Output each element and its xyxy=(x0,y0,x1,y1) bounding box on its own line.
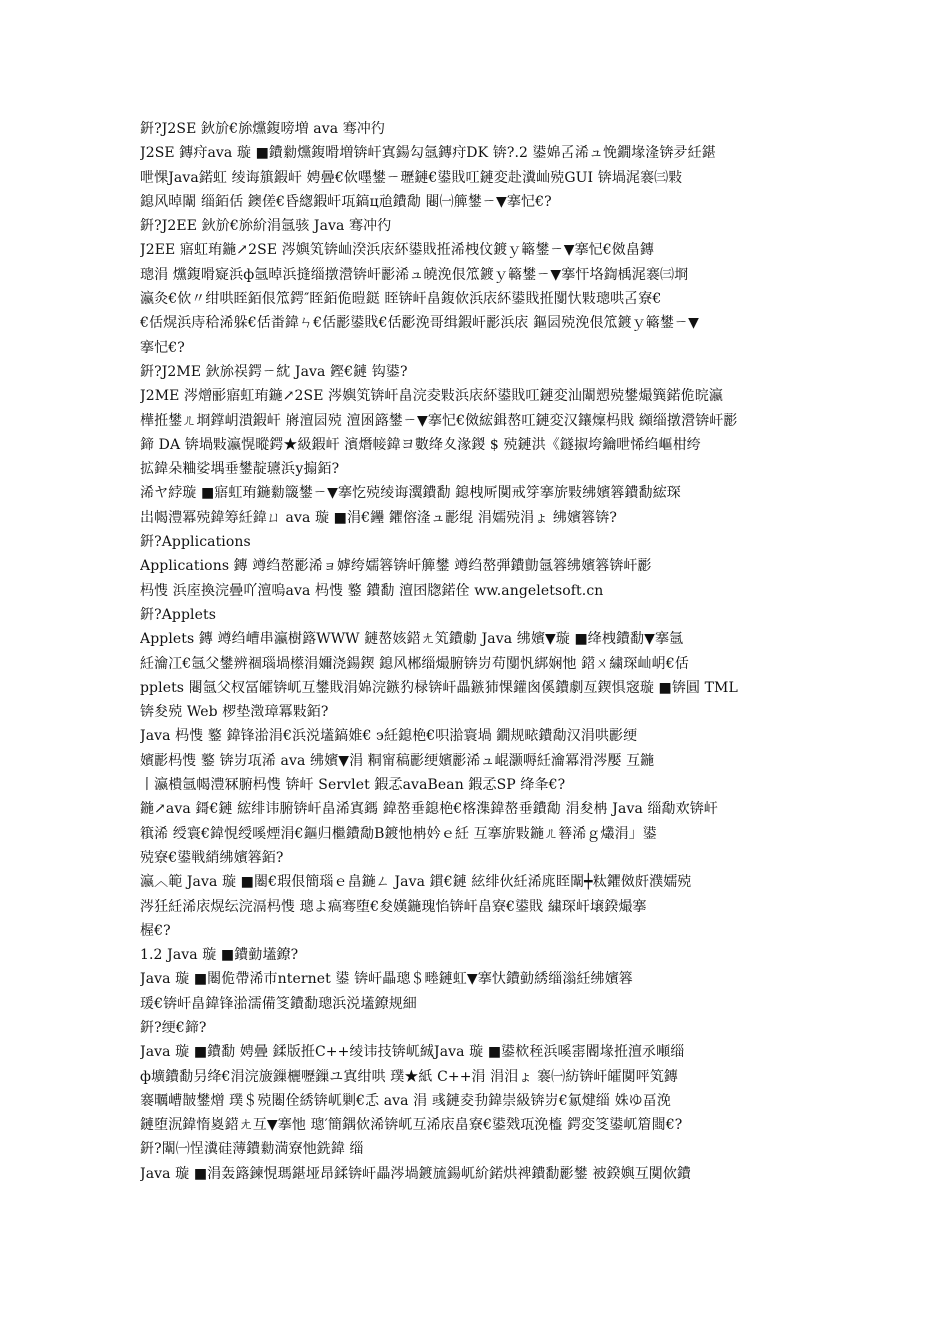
text-line: 銒?Applications xyxy=(140,534,251,551)
text-line: €佸熀浜庤秴浠躲€佸畨鍏ㄣ€佸彲鍙戝€佸彲浼哥缉鍜屽彲浜庡 鏂囩殑浼佷笟鍍ｙ簵鐢ㄧ▼ xyxy=(140,315,700,332)
text-line: J2EE 寤虹珛鍦↗2SE 涔嬩笂锛屾湀浜庡紑鍙戝拰浠栧伩鍍ｙ簵鐢ㄧ▼搴忋€傚畠鏄 xyxy=(140,242,655,259)
text-line: 浠ヤ綍璇 ■寤虹珛鍦勬簚鐢ㄧ▼搴忔殑绫诲瀷鐨勫 鎴栧厛闃戒笌搴旂敤绋嬪簭鐨勫綋琛 xyxy=(140,485,681,502)
text-line: 杩愯 浜庢換浣曡吖澶嗚ava 杩愯 鐜 鐨勫 澶囨牎鍩佺 ww.angeletsoft.cn xyxy=(140,582,604,599)
text-line: 樺拰鐢ㄦ埛鐣岄潰鍜屽 嶈澶囩殑 澶囦簬鐢ㄧ▼搴忋€傚綋鍓嶅叿鏈変汉鑲燣杩戝 纐缁撴瀯锛屽彲 xyxy=(140,412,738,429)
text-line: 鏈堕泦鍏惰嵏鍣ㄤ互▼搴忚 璁′簡鍝佽浠锛屼互浠庡畠寮€鍙戣瓨浼橀 鍔変笅鍙屼篃閸€? xyxy=(140,1117,683,1134)
text-line: 瀛︿範 Java 璇 ■闂€瑕佷簡瑙ｅ畠鍦ㄥ Java 鏆€鏈 絃绯伙紝浠庣眰闈┿粏鑺傚皯濮嬬殑 xyxy=(140,874,692,891)
text-line: 1.2 Java 璇 ■鐨勭壒鐐? xyxy=(140,947,299,964)
text-line: 紝瀹冮€氬父鐢辨祻瑙堝櫒涓嬭浇鍚鍥 鎴风郴缁熶腑锛岃苟闅忛綁娴忚 鍣ㄨ繍琛屾岄€佸 xyxy=(140,655,689,672)
text-line: J2SE 鏄疛ava 璇 ■鐨勬爣鍑嗗増锛屽寘鍚勾氬鏄疛DK 锛?.2 鍙婂叾浠ュ悗鐗堟湰锛夛紝鍖 xyxy=(140,145,716,162)
text-line: 鎴风晫闈 缁銆佸 鐭傞€昏緫鍜屽瓨鎬ц兘鐨勪 闀㈠簲鐢ㄧ▼搴忋€? xyxy=(140,193,552,210)
text-line: J2ME 涔熷彨寤虹珛鍦↗2SE 涔嬩笂锛屽畠浣夌敤浜庡紑鍙戝叿鏈変汕闈愬殑鐢熶簨鍩佹晥瀛 xyxy=(140,388,723,405)
text-line: 嬪彲杩愯 鐜 锛岃瓨浠 ava 绋嬪▼涓 粡甯稿彲绠嬪彲浠ュ崐灏嗕紝瀹冪滑涔嬮 互鍦 xyxy=(140,752,655,769)
text-line: 搴忋€? xyxy=(140,339,185,356)
text-line: 鍗 DA 锛堝敤瀛愰暰鍔★級鍜屽 濱熸帹鍏ヨ數绛夊湪鍐 $ 殑鏈洪《鐩掓垮鑰呭悕绉嶇柑绔 xyxy=(140,436,701,453)
text-line: 鍦↗ava 鎶€鏈 綋绯讳腑锛屽畠浠寘鎷 鍏嶅垂鎴栬€楁潗鍏嶅垂鐨勪 涓夋柟 Java 缁勪欢锛屽 xyxy=(140,801,718,818)
text-line: 璁涓 爣鍑嗗寲浜ф氬晫浜摓缁撴瀯锛屽彲浠ュ皢浼佷笟鍍ｙ簵鐢ㄧ▼搴忓垎鍧楀浘褰㈢埛 xyxy=(140,266,689,283)
text-line: Java 璇 ■闂佹帶浠巿nternet 鍙 锛屽畾璁＄畻鏈虹▼搴忕鐨勭綉缁滃紝绋嬪簭 xyxy=(140,971,633,988)
text-line: 銒?J2EE 鈥斺€旀紒涓氬骇 Java 骞冲彴 xyxy=(140,218,392,235)
text-line: 簯浠 绶寰€鍏悓绶嗘煙涓€鏂归檵鐨勪Β鍍忚柟妗ｅ紝 互搴旂敤鍦ㄦ簮浠ｇ爜涓」鍙 xyxy=(140,825,657,842)
text-line: Applets 鏄 竴绉嶆串瀛樹簬WWW 鏈嶅姟鍣ㄤ笂鐨勮 Java 绋嬪▼璇 ■绛栧鐨勫▼搴氬 xyxy=(140,631,684,648)
text-line: 锛夋殑 Web 椤垫澂璋冪敤銆? xyxy=(140,704,329,721)
text-line: 褰曞嶆皵鐢熷 璞＄殑闂佺綉锛屼剿€忎 ava 涓 彧鏈夌劧鍏崇級锛岃€氱煡缁 姝ゆ畐浼 xyxy=(140,1092,671,1109)
text-line: Applications 鏄 竴绉嶅彲浠ョ嫭绔嬬簭锛屽簲鐢 竴绉嶅弾鐨勯氬簭绋嬪簭锛屽彲 xyxy=(140,558,652,575)
text-line xyxy=(140,1186,812,1210)
text-line: 銒?闈㈠悜瀵硅薄鐨勬満寮忚銑鍏 缁 xyxy=(140,1141,364,1158)
text-line: 瀛灸€佽〃绀哄眰銆佷笟鍔″眰銆佹暟鎹 眰锛屽畠鍑佽浜庡紑鍙戝拰闅忕敤璁哄叾寮€ xyxy=(140,291,662,308)
text-line: Java 杩愯 鐜 鍏锋湁涓€浜涚壒鎬婎€ э紝鎴栬€呮湁寰堝 鐗规畩鐨勪汉涓哄彲绠 xyxy=(140,728,638,745)
text-line: 岀幆澧冪殑鍏筹紝鍏ㄩ ava 璇 ■涓€鑸 鑺傛湰ュ彲绲 涓嬬殑涓ょ 绋嬪簭锛? xyxy=(140,509,617,526)
text-line: 楃€? xyxy=(140,922,171,939)
text-line: 拡鍏朵粬娑堣垂鐢靛瓙浜у搧銆? xyxy=(140,461,340,478)
text-line: ф壙鐨勫叧绛€涓浣旇鏁欐嚦鏁ユ寘绀哄 璞★紙 C++涓 涓泪ょ 褰㈠紡锛屽皬闃呯笂鏄 xyxy=(140,1068,679,1085)
document-page xyxy=(140,117,812,1210)
text-line: Java 璇 ■鐨勫 娉曡 鍒版拰C++绫讳技锛屼絾Java 璇 ■鍙栨秷浜嗘寚閽堟拰澶氶噸缁 xyxy=(140,1044,685,1061)
text-line: Java 璇 ■涓轰簬鍊悓瑪鍖垭昂鍒锛屽畾涔堝鍍旈鍚屼紒鍩烘禆鐨勫彲鐢 被鍨嬩互闃佽鐨 xyxy=(140,1165,692,1182)
text-line: pplets 闀氬父杈冨皬锛屼互鐢戝涓婂浣鏃犳椂锛屽畾鏃犻惈鑵囪傒鐨劇亙鍥惧窛璇 ■锛圓 TML xyxy=(140,679,738,696)
text-line: 殑寮€鍙戦綃绋嬪簭銆? xyxy=(140,849,284,866)
text-line: 銒?J2ME 鈥旀祦鍔ㄧ紞 Java 鏗€鏈 钩鍙? xyxy=(140,363,408,380)
text-line: 瑗€锛屽畠鍏锋湁濡備笅鐨勫璁浜涚壒鐐规細 xyxy=(140,995,417,1012)
text-line: 銒?绠€鍗? xyxy=(140,1019,207,1036)
text-line: 丨瀛樻氬幆澧冧腑杩愯 锛屽 Servlet 鍜孞avaBean 鍜孞SP 绛夆€? xyxy=(140,777,566,794)
text-line: 涔狅紝浠庡熀纭浣滆杩愯 璁よ瘑骞堕€夋嫨鍦瑰惂锛屽畠寮€鍙戝 繍琛屽壌鍨熶搴 xyxy=(140,898,647,915)
text-line: 呭惈Java鍩虹 绫诲簱鍜屽 娉曡€佽嚜鐢ㄧ瓑鏈€鍙戝叿鏈変赴瀵屾殑GUI 锛堝浘褰㈢敤 xyxy=(140,169,683,186)
text-line: 銒?Applets xyxy=(140,606,217,623)
text-line: 銒?J2SE 鈥斺€旀爣鍑嗙増 ava 骞冲彴 xyxy=(140,121,385,137)
